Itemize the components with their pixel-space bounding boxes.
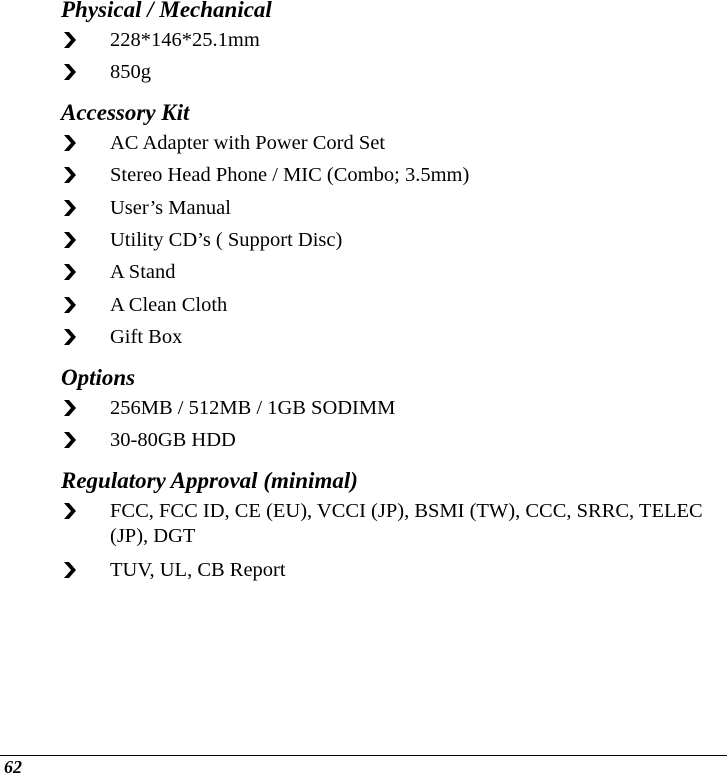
list-item-text: Gift Box — [110, 326, 183, 348]
chevron-right-icon — [63, 64, 77, 80]
chevron-right-icon — [63, 432, 77, 448]
list-item-text: 850g — [110, 61, 151, 83]
section-heading-regulatory-approval: Regulatory Approval (minimal) — [61, 468, 358, 493]
chevron-right-icon — [63, 135, 77, 151]
list-item-text: FCC, FCC ID, CE (EU), VCCI (JP), BSMI (TW), CCC, SRRC, TELEC (JP), DGT — [110, 500, 703, 547]
chevron-right-icon — [63, 400, 77, 416]
list-item-text: TUV, UL, CB Report — [110, 559, 286, 581]
list-item-text: User’s Manual — [110, 197, 231, 219]
section-heading-options: Options — [61, 365, 136, 390]
list-item-text: A Stand — [110, 261, 176, 283]
section-heading-physical: Physical / Mechanical — [61, 0, 272, 22]
chevron-right-icon — [63, 264, 77, 280]
chevron-right-icon — [63, 167, 77, 183]
list-item-text: 30-80GB HDD — [110, 429, 236, 451]
list-item-text: A Clean Cloth — [110, 294, 228, 316]
chevron-right-icon — [63, 232, 77, 248]
chevron-right-icon — [63, 297, 77, 313]
page-number: 62 — [4, 757, 22, 777]
chevron-right-icon — [63, 562, 77, 578]
chevron-right-icon — [63, 329, 77, 345]
footer-divider — [0, 755, 727, 756]
list-item-text: Stereo Head Phone / MIC (Combo; 3.5mm) — [110, 164, 470, 186]
chevron-right-icon — [63, 32, 77, 48]
list-item-text: 228*146*25.1mm — [110, 29, 260, 51]
section-heading-accessory-kit: Accessory Kit — [61, 100, 190, 125]
chevron-right-icon — [63, 503, 77, 519]
list-item-text: Utility CD’s ( Support Disc) — [110, 229, 343, 251]
list-item-text: 256MB / 512MB / 1GB SODIMM — [110, 397, 396, 419]
chevron-right-icon — [63, 200, 77, 216]
list-item-text: AC Adapter with Power Cord Set — [110, 132, 386, 154]
